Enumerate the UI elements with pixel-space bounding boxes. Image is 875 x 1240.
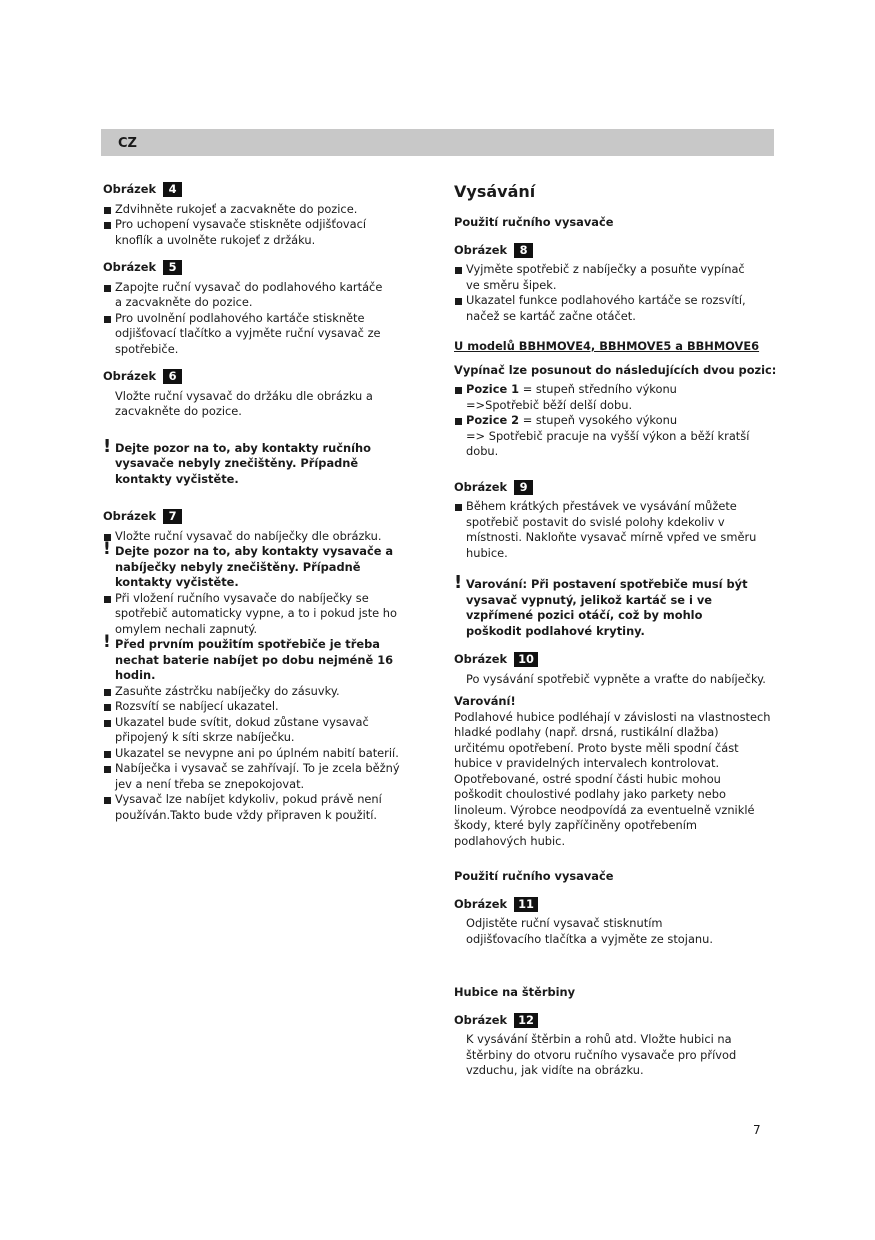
figure-9-list (454, 499, 764, 561)
left-column (103, 182, 428, 823)
figure-number-badge: 7 (163, 509, 182, 524)
figure-8-heading: Obrázek 8 (454, 243, 779, 259)
figure-11-heading: Obrázek 11 (454, 897, 779, 913)
figure-8-list (454, 262, 772, 324)
figure-10-text: Po vysávání spotřebič vypněte a vraťte do nabíječky. (466, 671, 766, 686)
section-title: Vysávání (454, 182, 536, 201)
list-item: Pro uchopení vysavače stiskněte odjišťovací knoflík a uvolněte rukojeť z držáku. (103, 217, 368, 248)
page-number: 7 (753, 1123, 761, 1137)
figure-number-badge: 11 (514, 897, 538, 912)
warning-upright-position: ! Varování: Při postavení spotřebiče musí být vysavač vypnutý, jelikož kartáč se i ve vzpřímené pozici otáčí, což by mohlo poškodit podlahové krytiny. (454, 572, 748, 638)
subsection-title: Použití ručního vysavače (454, 215, 614, 229)
subsection-title: Hubice na štěrbiny (454, 985, 576, 999)
list-item: Pro uvolnění podlahového kartáče stiskněte odjišťovací tlačítko a vyjměte ruční vysavač ze spotřebiče. (103, 311, 388, 358)
figure-9-heading: Obrázek 9 (454, 480, 779, 496)
warning-title: Varování! (454, 694, 516, 708)
models-heading: U modelů BBHMOVE4, BBHMOVE5 a BBHMOVE6 (454, 339, 760, 353)
figure-number-badge: 10 (514, 652, 538, 667)
list-item: Ukazatel funkce podlahového kartáče se rozsvítí, načež se kartáč začne otáčet. (454, 293, 772, 324)
warning-nozzle-text: Podlahové hubice podléhají v závislosti na vlastnostech hladké podlahy (např. drsná, rustikální dlažba) určitému opotřebení. Proto byste měli spodní část hubice v pravidelných intervalech kontrolovat. Opotřebované, ostré spodní části hubic mohou poškodit choulostivé podlahy jako parkety nebo linoleum. Výrobce neodpovídá za eventuelně vzniklé škody, které byly zapříčiněny opotřebením podlahových hubic. (454, 709, 771, 848)
list-item: Vysavač lze nabíjet kdykoliv, pokud právě není používán.Takto bude vždy připraven k použití. (103, 792, 393, 823)
list-item: Nabíječka i vysavač se zahřívají. To je zcela běžný jev a není třeba se znepokojovat. (103, 761, 418, 792)
figure-6-text: Vložte ruční vysavač do držáku dle obrázku a zacvakněte do pozice. (115, 388, 373, 418)
list-item: Zdvihněte rukojeť a zacvakněte do pozice. (103, 202, 368, 218)
list-item: Během krátkých přestávek ve vysávání můžete spotřebič postavit do svislé polohy kdekoliv v místnosti. Nakloňte vysavač mírně vpřed ve směru hubice. (454, 499, 764, 561)
figure-5-heading: Obrázek 5 (103, 260, 428, 276)
right-column (454, 182, 779, 1079)
list-item: Ukazatel bude svítit, dokud zůstane vysavač připojený k síti skrze nabíječku. (103, 715, 425, 746)
figure-number-badge: 12 (514, 1013, 538, 1028)
exclamation-icon: ! (454, 572, 463, 593)
figure-number-badge: 4 (163, 182, 182, 197)
list-item-position-1: Pozice 1 = stupeň středního výkonu =>Spotřebič běží delší dobu. (454, 382, 772, 413)
figure-number-badge: 5 (163, 260, 182, 275)
language-header-bar (101, 129, 774, 156)
list-item: Při vložení ručního vysavače do nabíječky se spotřebič automaticky vypne, a to i pokud jste ho omylem nechali zapnutý. (103, 591, 408, 638)
list-item: Zasuňte zástrčku nabíječky do zásuvky. (103, 684, 425, 700)
list-item: Zapojte ruční vysavač do podlahového kartáče a zacvakněte do pozice. (103, 280, 388, 311)
figure-5-list (103, 280, 388, 358)
subsection-title: Použití ručního vysavače (454, 869, 614, 883)
list-item: Ukazatel se nevypne ani po úplném nabití baterií. (103, 746, 425, 762)
figure-12-heading: Obrázek 12 (454, 1013, 779, 1029)
language-code: CZ (118, 136, 137, 151)
figure-10-heading: Obrázek 10 (454, 652, 779, 668)
list-item: Vložte ruční vysavač do nabíječky dle obrázku. (103, 529, 425, 545)
figure-11-text: Odjistěte ruční vysavač stisknutím odjišťovacího tlačítka a vyjměte ze stojanu. (466, 916, 713, 946)
warning-contacts: ! Dejte pozor na to, aby kontakty ručního vysavače nebyly znečištěny. Případně kontakty vyčistěte. (103, 435, 371, 486)
figure-4-list (103, 202, 368, 249)
list-item-warning: ! Dejte pozor na to, aby kontakty vysavače a nabíječky nebyly znečištěny. Případně kontakty vyčistěte. (103, 544, 413, 591)
figure-7-list (103, 529, 425, 824)
switch-positions-heading: Vypínač lze posunout do následujících dvou pozic: (454, 362, 777, 377)
figure-12-text: K vysávání štěrbin a rohů atd. Vložte hubici na štěrbiny do otvoru ručního vysavače pro přívod vzduchu, jak vidíte na obrázku. (466, 1032, 737, 1077)
list-item: Vyjměte spotřebič z nabíječky a posuňte vypínač ve směru šipek. (454, 262, 754, 293)
figure-number-badge: 8 (514, 243, 533, 258)
list-item: Rozsvítí se nabíjecí ukazatel. (103, 699, 425, 715)
figure-6-heading: Obrázek 6 (103, 369, 428, 385)
figure-number-badge: 9 (514, 480, 533, 495)
list-item-position-2: Pozice 2 = stupeň vysokého výkonu => Spotřebič pracuje na vyšší výkon a běží kratší dobu. (454, 413, 772, 460)
figure-7-heading: Obrázek 7 (103, 509, 428, 525)
switch-positions-list (454, 382, 772, 460)
figure-number-badge: 6 (163, 369, 182, 384)
exclamation-icon: ! (103, 435, 112, 457)
figure-4-heading: Obrázek 4 (103, 182, 428, 198)
list-item-warning: ! Před prvním použitím spotřebiče je třeba nechat baterie nabíjet po dobu nejméně 16 hodin. (103, 637, 408, 684)
